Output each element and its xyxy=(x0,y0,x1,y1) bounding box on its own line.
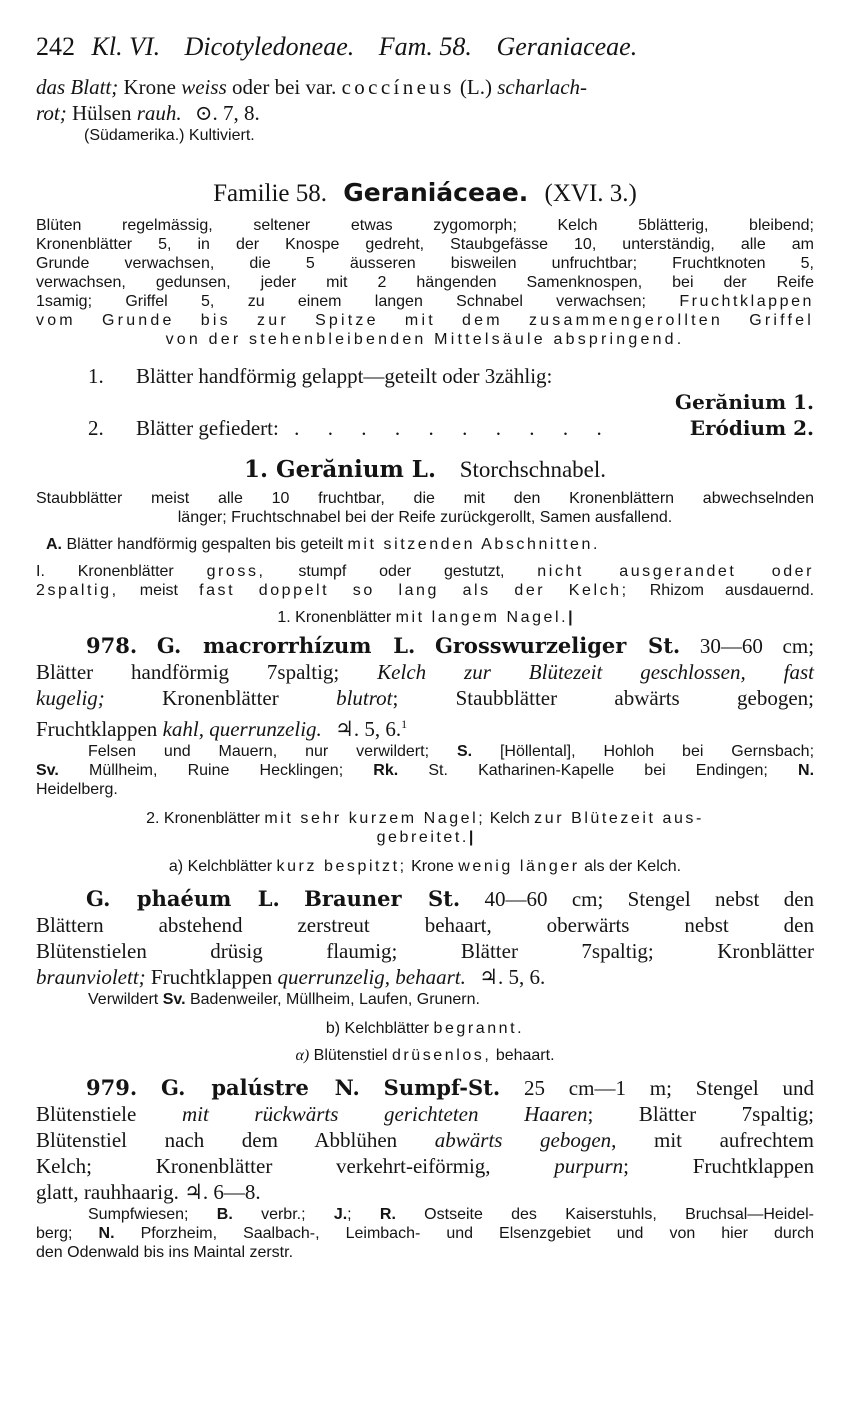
locality-text: berg; xyxy=(36,1225,73,1242)
species-978-line-3 xyxy=(36,685,814,711)
species-979-line-5: glatt, rauhhaarig. ♃. 6—8. xyxy=(36,1180,261,1204)
description-line: Blüten regelmässig, seltener etwas zygomorph; Kelch 5blätterig, bleibend; xyxy=(36,217,814,234)
variety-name: coccíneus xyxy=(341,75,455,99)
species-common-name: Grosswurzeliger St. xyxy=(434,633,681,658)
subsection-text: Krone xyxy=(411,858,454,875)
locality-text: Badenweiler, Müllheim, Laufen, Grunern. xyxy=(189,991,480,1008)
key-leader-dots: . . . . . . . . . . xyxy=(294,416,614,440)
section-i-line-1 xyxy=(36,562,814,581)
species-text: Fruchtklappen xyxy=(150,965,273,989)
species-number: 979. xyxy=(86,1075,138,1100)
subsection-label: α) xyxy=(295,1047,310,1064)
species-phaeum xyxy=(36,886,814,990)
header-class: Kl. VI. xyxy=(91,32,161,61)
footnote-marker: 1 xyxy=(401,717,408,731)
locality-text: Müllheim, Ruine Hecklingen; xyxy=(88,762,344,779)
species-number: 978. xyxy=(86,633,138,658)
subsection-spaced: wenig länger xyxy=(458,858,580,875)
header-family: Fam. 58. xyxy=(378,32,472,61)
section-spaced: fast doppelt so lang als der Kelch; xyxy=(199,582,629,599)
section-text: Rhizom ausdauernd. xyxy=(649,582,815,599)
phaeum-line-3: Blütenstielen drüsig flaumig; Blätter 7spaltig; Kronblätter xyxy=(36,939,814,963)
key-number: 2. xyxy=(88,416,104,440)
subsection-text: 1. Kronenblätter xyxy=(277,609,392,626)
description-spaced: Fruchtklappen xyxy=(679,293,814,310)
book-page xyxy=(36,30,814,1262)
species-name: G. palústre N. xyxy=(160,1075,360,1100)
family-heading xyxy=(36,177,814,210)
species-text-italic: kahl, querrunzelig. xyxy=(162,717,322,741)
species-text: Blätter handförmig 7spaltig; xyxy=(36,660,340,684)
subsection-2-line-1 xyxy=(36,809,814,828)
region-abbrev: Rk. xyxy=(373,762,399,779)
intro-text: (L.) xyxy=(459,75,492,99)
intro-text: das Blatt; xyxy=(36,75,119,99)
key-text: Blätter handförmig gelappt—geteilt oder 3zählig: xyxy=(136,364,553,388)
intro-text: Hülsen xyxy=(71,101,132,125)
subsection-text: 2. Kronenblätter xyxy=(146,810,260,827)
species-perennial-months: ♃. 5, 6. xyxy=(479,965,546,989)
species-name: G. macrorrhízum L. xyxy=(156,633,416,658)
subsection-2-line-2 xyxy=(36,828,814,847)
species-text: 25 cm—1 m; Stengel und xyxy=(523,1076,815,1100)
section-label: A. xyxy=(46,536,62,553)
subsection-spaced: zur Blütezeit aus- xyxy=(534,810,704,827)
species-978-line-4 xyxy=(36,711,814,742)
section-spaced: 2spaltig, xyxy=(36,582,119,599)
section-text: I. Kronenblätter xyxy=(36,563,174,580)
species-text: , mit aufrechtem xyxy=(611,1128,815,1152)
family-name: Geraniáceae. xyxy=(343,178,529,207)
genus-common-name: Storchschnabel. xyxy=(459,457,607,482)
subsection-text: behaart. xyxy=(495,1047,555,1064)
intro-text: Krone xyxy=(123,75,176,99)
locality-line xyxy=(36,1224,814,1243)
subsection-spaced: mit langem Nagel. xyxy=(395,609,569,626)
intro-origin: (Südamerika.) Kultiviert. xyxy=(84,127,255,144)
locality-line xyxy=(36,742,814,761)
annual-symbol-and-months: ⊙. 7, 8. xyxy=(194,101,260,125)
running-header xyxy=(36,30,814,64)
subsection-text: Kelch xyxy=(489,810,530,827)
species-text-italic: mit rückwärts gerichteten Haaren xyxy=(181,1102,588,1126)
subsection-text: als der Kelch. xyxy=(584,858,682,875)
species-perennial-months: ♃. 5, 6. xyxy=(335,717,402,741)
species-text-italic: purpurn xyxy=(554,1154,624,1178)
species-text-italic: kugelig; xyxy=(36,686,105,710)
phaeum-line-2: Blättern abstehend zerstreut behaart, oberwärts nebst den xyxy=(36,913,814,937)
section-i xyxy=(36,562,814,600)
intro-continuation xyxy=(36,74,814,126)
region-abbrev: J. xyxy=(333,1206,348,1223)
description-line: länger; Fruchtschnabel bei der Reife zurückgerollt, Samen ausfallend. xyxy=(177,509,673,526)
family-linnean-class: (XVI. 3.) xyxy=(544,180,637,207)
key-row-2 xyxy=(36,415,814,441)
species-text: 40—60 cm; Stengel nebst den xyxy=(484,887,815,911)
section-i-line-2 xyxy=(36,581,814,600)
description-line: vom Grunde bis zur Spitze mit dem zusammengerollten Griffel xyxy=(36,312,814,329)
subsection-text: Blütenstiel xyxy=(313,1047,388,1064)
locality-text: Ostseite des Kaiserstuhls, Bruchsal—Heidel- xyxy=(424,1206,815,1223)
intro-text: oder bei var. xyxy=(232,75,337,99)
species-979-line-4 xyxy=(36,1153,814,1179)
species-978-localities xyxy=(36,742,814,799)
species-common-name: Brauner St. xyxy=(304,886,461,911)
family-description xyxy=(36,216,814,349)
key-text: Blätter gefiedert: xyxy=(136,416,279,440)
subsection-text: a) Kelchblätter xyxy=(168,858,273,875)
locality-text: Sumpfwiesen; xyxy=(88,1206,189,1223)
species-text: Blütenstiele xyxy=(36,1102,137,1126)
section-text: meist xyxy=(139,582,178,599)
region-abbrev: Sv. xyxy=(162,991,186,1008)
subsection-spaced: drüsenlos, xyxy=(391,1047,492,1064)
species-text: Blütenstiel nach dem Abblühen xyxy=(36,1128,398,1152)
species-text: ; Fruchtklappen xyxy=(623,1154,814,1178)
locality-text: ; xyxy=(347,1206,352,1223)
region-abbrev: N. xyxy=(798,762,815,779)
section-text: Blätter handförmig gespalten bis geteilt xyxy=(66,536,344,553)
section-spaced: nicht ausgerandet oder xyxy=(537,563,814,580)
description-line xyxy=(36,292,814,311)
species-text-italic: querrunzelig, behaart. xyxy=(277,965,466,989)
region-abbrev: Sv. xyxy=(36,762,59,779)
subsection-alpha xyxy=(36,1046,814,1065)
intro-text: weiss xyxy=(181,75,227,99)
key-row-1-result xyxy=(36,389,814,415)
description-line: von der stehenbleibenden Mittelsäule abspringend. xyxy=(165,331,685,348)
locality-text: Verwildert xyxy=(88,991,159,1008)
locality-text: St. Katharinen-Kapelle bei Endingen; xyxy=(428,762,768,779)
subsection-spaced: begrannt. xyxy=(433,1020,525,1037)
species-text: Fruchtklappen xyxy=(36,717,158,741)
section-text: stumpf oder gestutzt, xyxy=(298,563,505,580)
locality-line xyxy=(36,1205,814,1224)
phaeum-line-4 xyxy=(36,964,814,990)
intro-text: scharlach- xyxy=(497,75,588,99)
species-978 xyxy=(36,633,814,742)
intro-line-2 xyxy=(36,100,814,126)
locality-line: Heidelberg. xyxy=(36,781,118,798)
key-row-1 xyxy=(36,363,814,389)
species-text: ; Staubblätter abwärts gebogen; xyxy=(392,686,814,710)
species-978-line-1 xyxy=(36,633,814,659)
species-text-italic: braunviolett; xyxy=(36,965,146,989)
subsection-text: b) Kelchblätter xyxy=(325,1020,430,1037)
species-size: 30—60 cm; xyxy=(699,634,815,658)
genus-key xyxy=(36,363,814,441)
subsection-2 xyxy=(36,809,814,847)
genus-description xyxy=(36,489,814,527)
species-text: Kronenblätter xyxy=(162,686,279,710)
species-text-italic: blutrot xyxy=(336,686,393,710)
subsection-spaced: kurz bespitzt; xyxy=(276,858,407,875)
description-line: Staubblätter meist alle 10 fruchtbar, die mit den Kronenblättern abwechselnden xyxy=(36,490,814,507)
locality-line xyxy=(36,761,814,780)
locality-text: Felsen und Mauern, nur verwildert; xyxy=(88,743,430,760)
species-name: G. phaéum L. xyxy=(86,886,280,911)
subsection-bar: | xyxy=(568,609,573,626)
intro-text: rot; xyxy=(36,101,67,125)
species-979-line-3 xyxy=(36,1127,814,1153)
region-abbrev: S. xyxy=(456,743,473,760)
header-family-name: Geraniaceae. xyxy=(496,32,638,61)
intro-line-1 xyxy=(36,74,814,100)
species-common-name: Sumpf-St. xyxy=(383,1075,501,1100)
subsection-1 xyxy=(36,608,814,627)
species-text-italic: abwärts gebogen xyxy=(434,1128,612,1152)
description-line: Grunde verwachsen, die 5 äusseren bisweilen unfruchtbar; Fruchtknoten 5, xyxy=(36,255,814,272)
key-result-geranium: Gerănium 1. xyxy=(675,390,814,414)
section-spaced: mit sitzenden Abschnitten. xyxy=(347,536,600,553)
section-a xyxy=(36,535,814,554)
species-978-line-2 xyxy=(36,659,814,685)
key-number: 1. xyxy=(88,364,104,388)
species-text: ; Blätter 7spaltig; xyxy=(587,1102,815,1126)
subsection-spaced: gebreitet. xyxy=(376,829,469,846)
subsection-a xyxy=(36,857,814,876)
genus-heading xyxy=(36,455,814,485)
phaeum-localities xyxy=(36,990,814,1009)
region-abbrev: B. xyxy=(216,1206,233,1223)
species-text: Kelch; Kronenblätter verkehrt-eiförmig, xyxy=(36,1154,491,1178)
species-979-localities xyxy=(36,1205,814,1262)
locality-text: verbr.; xyxy=(261,1206,306,1223)
species-979-line-1 xyxy=(36,1075,814,1101)
family-number: Familie 58. xyxy=(213,180,328,207)
locality-text: Pforzheim, Saalbach-, Leimbach- und Elsenzgebiet und von hier durch xyxy=(140,1225,815,1242)
page-number: 242 xyxy=(36,32,75,61)
species-979-line-2 xyxy=(36,1101,814,1127)
description-text: 1samig; Griffel 5, zu einem langen Schnabel verwachsen; xyxy=(36,293,646,310)
subsection-b xyxy=(36,1019,814,1038)
subsection-spaced: mit sehr kurzem Nagel; xyxy=(264,810,486,827)
locality-text: [Höllental], Hohloh bei Gernsbach; xyxy=(499,743,815,760)
subsection-bar: | xyxy=(468,829,474,846)
locality-line: den Odenwald bis ins Maintal zerstr. xyxy=(36,1244,294,1261)
header-subclass: Dicotyledoneae. xyxy=(184,32,355,61)
description-line: Kronenblätter 5, in der Knospe gedreht, Staubgefässe 10, unterständig, alle am xyxy=(36,236,814,253)
species-979 xyxy=(36,1075,814,1205)
intro-text: rauh. xyxy=(136,101,182,125)
key-result-erodium: Eródium 2. xyxy=(689,416,814,440)
phaeum-line-1 xyxy=(36,886,814,912)
genus-name: 1. Gerănium L. xyxy=(243,456,436,483)
region-abbrev: N. xyxy=(98,1225,115,1242)
species-text-italic: Kelch zur Blütezeit geschlossen, fast xyxy=(377,660,815,684)
region-abbrev: R. xyxy=(379,1206,396,1223)
section-spaced: gross, xyxy=(206,563,266,580)
description-line: verwachsen, gedunsen, jeder mit 2 hängenden Samenknospen, bei der Reife xyxy=(36,274,814,291)
